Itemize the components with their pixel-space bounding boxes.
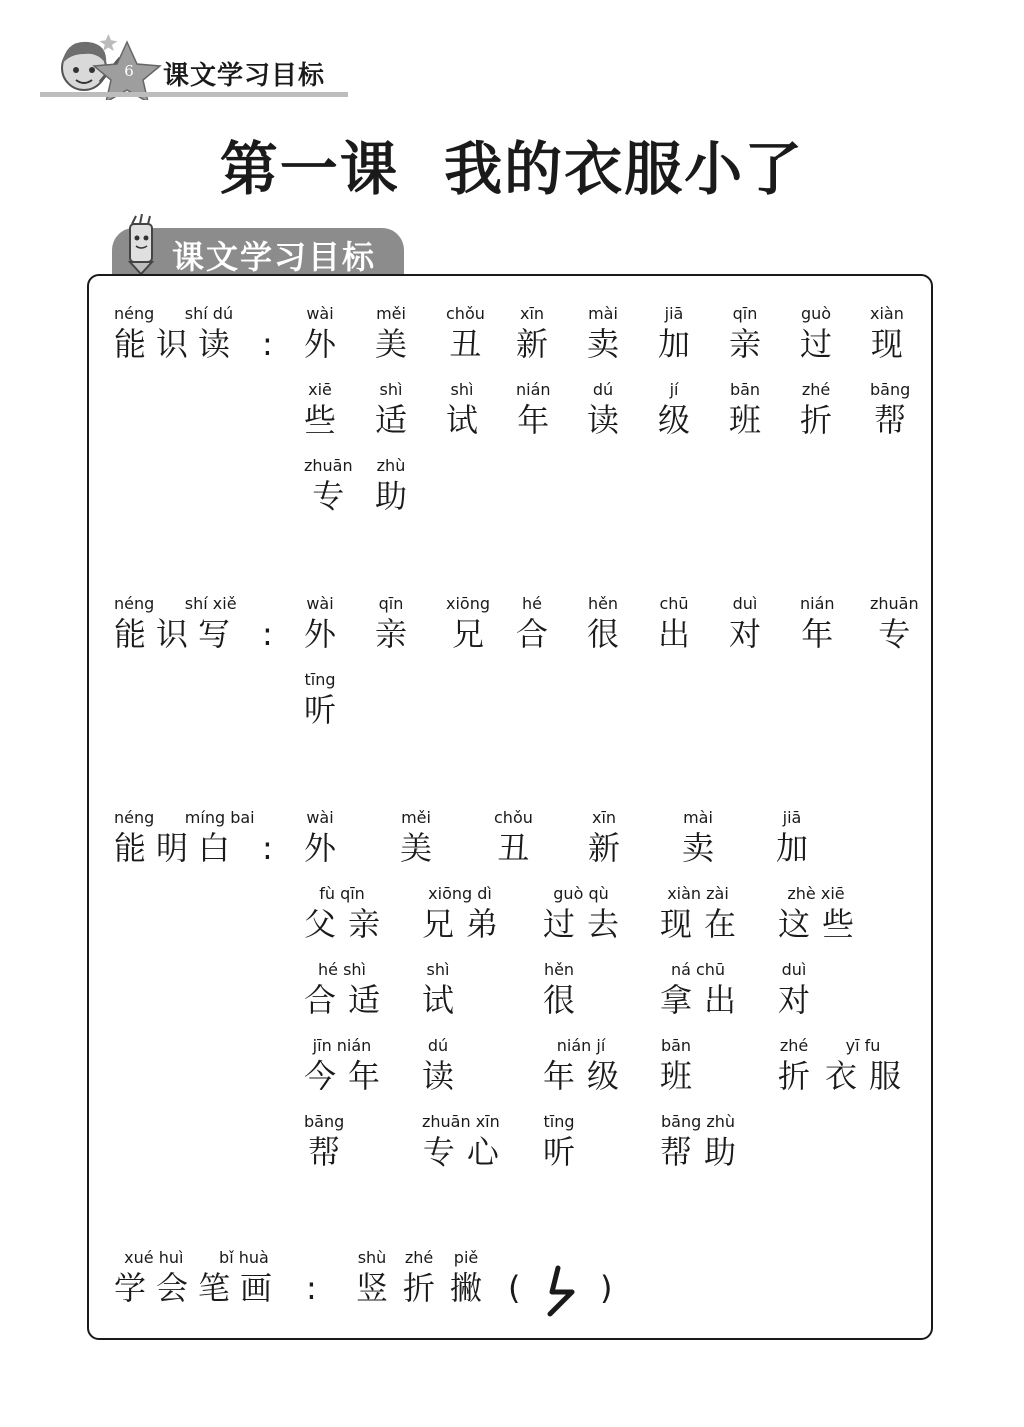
hanzi: 外 <box>304 615 349 653</box>
pinyin: qīn <box>732 304 758 323</box>
pinyin: xiōng <box>446 594 490 613</box>
pinyin: dú <box>427 1036 449 1055</box>
recognize-char <box>587 380 632 440</box>
write-label-pinyin: néng shí xiě <box>114 594 237 613</box>
write-char <box>446 594 496 654</box>
hanzi: 新 <box>588 829 633 867</box>
strokes-label-text: 学会笔画 <box>114 1269 283 1307</box>
recognize-label-pinyin: néng shí dú <box>114 304 234 323</box>
understand-label-text: 能明白 <box>114 829 241 867</box>
pinyin: nián <box>800 594 835 613</box>
stroke-name-char <box>403 1248 448 1308</box>
hanzi: 现在 <box>660 905 749 943</box>
strokes-label-pinyin: xué huì bǐ huà <box>114 1248 269 1267</box>
recognize-char <box>304 304 349 364</box>
recognize-label <box>114 304 241 364</box>
hanzi: 竖 <box>356 1269 401 1307</box>
understand-word <box>304 1112 353 1172</box>
pinyin: bāng <box>304 1112 345 1131</box>
write-char <box>516 594 561 654</box>
recognize-label-colon: : <box>262 325 273 363</box>
recognize-char <box>516 304 561 364</box>
pinyin: xīn <box>519 304 545 323</box>
understand-word <box>304 808 349 868</box>
pinyin: bāng zhù <box>660 1112 736 1131</box>
shu-zhe-pie-stroke-icon <box>536 1262 592 1318</box>
understand-word <box>776 808 821 868</box>
hanzi: 很 <box>587 615 632 653</box>
pinyin: zhé <box>801 380 831 399</box>
recognize-char <box>375 380 420 440</box>
pinyin: nián jí <box>556 1036 606 1055</box>
pinyin: bān <box>729 380 761 399</box>
pinyin: hěn <box>587 594 619 613</box>
write-char <box>375 594 420 654</box>
pinyin: jiā <box>782 808 802 827</box>
understand-word <box>778 960 823 1020</box>
pinyin: zhuān <box>870 594 919 613</box>
write-char <box>800 594 846 654</box>
pinyin: hé <box>522 594 542 613</box>
hanzi: 专 <box>878 615 923 653</box>
understand-word <box>422 884 511 944</box>
pinyin: wài <box>306 594 334 613</box>
lesson-title: 第一课 我的衣服小了 <box>219 135 805 203</box>
pinyin: hěn <box>543 960 575 979</box>
pinyin: chǒu <box>494 808 533 827</box>
understand-word <box>660 960 749 1020</box>
hanzi: 现 <box>870 325 915 363</box>
hanzi: 对 <box>729 615 774 653</box>
hanzi: 班 <box>660 1057 705 1095</box>
recognize-char <box>375 304 420 364</box>
pinyin: duì <box>732 594 758 613</box>
write-char <box>304 594 349 654</box>
hanzi: 合 <box>516 615 561 653</box>
recognize-char <box>304 456 357 516</box>
hanzi: 些 <box>304 401 349 439</box>
pinyin: měi <box>401 808 431 827</box>
understand-word <box>778 1036 823 1096</box>
pinyin: nián <box>516 380 551 399</box>
hanzi: 父亲 <box>304 905 393 943</box>
pinyin: mài <box>683 808 713 827</box>
strokes-label <box>114 1248 283 1308</box>
pencil-mascot-icon <box>120 214 164 274</box>
hanzi: 折 <box>800 401 845 439</box>
understand-word <box>422 960 467 1020</box>
hanzi: 听 <box>543 1133 588 1171</box>
write-label <box>114 594 241 654</box>
recognize-char <box>800 380 845 440</box>
recognize-char <box>870 380 919 440</box>
recognize-char <box>587 304 632 364</box>
hanzi: 卖 <box>682 829 727 867</box>
hanzi: 丑 <box>449 325 494 363</box>
hanzi: 级 <box>658 401 703 439</box>
pinyin: chǒu <box>446 304 485 323</box>
recognize-char <box>658 380 703 440</box>
pinyin: zhé <box>779 1036 809 1055</box>
pinyin: dú <box>592 380 614 399</box>
write-char <box>304 670 349 730</box>
hanzi: 加 <box>658 325 703 363</box>
hanzi: 过 <box>800 325 845 363</box>
pinyin: jí <box>669 380 679 399</box>
understand-word <box>682 808 727 868</box>
understand-word <box>543 884 632 944</box>
hanzi: 折 <box>403 1269 448 1307</box>
understand-word <box>400 808 445 868</box>
recognize-char <box>304 380 349 440</box>
pinyin: zhuān xīn <box>422 1112 500 1131</box>
understand-word <box>660 1112 749 1172</box>
understand-word <box>588 808 633 868</box>
hanzi: 年 <box>801 615 846 653</box>
recognize-char <box>870 304 915 364</box>
header-title: 课文学习目标 <box>163 61 326 91</box>
hanzi: 卖 <box>587 325 632 363</box>
understand-word <box>304 960 393 1020</box>
recognize-char <box>800 304 845 364</box>
hanzi: 这些 <box>778 905 867 943</box>
hanzi: 出 <box>658 615 703 653</box>
recognize-char <box>729 380 774 440</box>
hanzi: 读 <box>587 401 632 439</box>
stroke-name-char <box>356 1248 401 1308</box>
write-char <box>729 594 774 654</box>
pinyin: piě <box>453 1248 479 1267</box>
understand-label-colon: : <box>262 829 273 867</box>
pinyin: guò <box>800 304 832 323</box>
hanzi: 美 <box>400 829 445 867</box>
hanzi: 亲 <box>375 615 420 653</box>
pinyin: tīng <box>304 670 336 689</box>
pinyin: xīn <box>591 808 617 827</box>
understand-word <box>543 1036 632 1096</box>
hanzi: 兄 <box>451 615 496 653</box>
write-char <box>870 594 923 654</box>
understand-word <box>543 960 588 1020</box>
hanzi: 兄弟 <box>422 905 511 943</box>
recognize-char <box>375 456 420 516</box>
pinyin: xiàn zài <box>667 884 729 903</box>
hanzi: 加 <box>776 829 821 867</box>
page-number: 6 <box>124 62 134 80</box>
pinyin: wài <box>306 808 334 827</box>
pinyin: duì <box>781 960 807 979</box>
pinyin: zhuān <box>304 456 353 475</box>
recognize-char <box>658 304 703 364</box>
recognize-char <box>516 380 562 440</box>
hanzi: 试 <box>446 401 491 439</box>
hanzi: 美 <box>375 325 420 363</box>
hanzi: 折 <box>778 1057 823 1095</box>
understand-word <box>304 1036 393 1096</box>
pinyin: xiōng dì <box>428 884 492 903</box>
pinyin: qīn <box>378 594 404 613</box>
understand-word <box>422 1112 511 1172</box>
section-tab-label: 课文学习目标 <box>172 238 377 276</box>
understand-label-pinyin: néng míng bai <box>114 808 255 827</box>
hanzi: 班 <box>729 401 774 439</box>
pinyin: yī fu <box>845 1036 881 1055</box>
understand-word <box>422 1036 467 1096</box>
pinyin: bān <box>660 1036 692 1055</box>
pinyin: jiā <box>664 304 684 323</box>
header-underline <box>40 92 348 97</box>
hanzi: 年 <box>517 401 562 439</box>
pinyin: chū <box>659 594 689 613</box>
pinyin: hé shì <box>318 960 366 979</box>
pinyin: zhù <box>376 456 406 475</box>
understand-word <box>660 1036 705 1096</box>
write-char <box>587 594 632 654</box>
write-label-text: 能识写 <box>114 615 241 653</box>
pinyin: xiē <box>308 380 332 399</box>
pinyin: xiàn <box>870 304 904 323</box>
pinyin: wài <box>306 304 334 323</box>
paren-open: ( <box>508 1269 521 1307</box>
pinyin: zhé <box>404 1248 434 1267</box>
hanzi: 试 <box>422 981 467 1019</box>
understand-word <box>778 884 867 944</box>
understand-word <box>825 1036 914 1096</box>
recognize-char <box>446 304 494 364</box>
understand-word <box>660 884 749 944</box>
recognize-char <box>729 304 774 364</box>
pinyin: mài <box>588 304 618 323</box>
hanzi: 读 <box>422 1057 467 1095</box>
pinyin: fù qīn <box>319 884 365 903</box>
paren-close: ) <box>600 1269 613 1307</box>
hanzi: 外 <box>304 829 349 867</box>
pinyin: tīng <box>543 1112 575 1131</box>
hanzi: 合适 <box>304 981 393 1019</box>
pinyin: shì <box>379 380 403 399</box>
hanzi: 新 <box>516 325 561 363</box>
strokes-label-colon: : <box>306 1269 317 1307</box>
hanzi: 拿出 <box>660 981 749 1019</box>
pinyin: bāng <box>870 380 911 399</box>
hanzi: 过去 <box>543 905 632 943</box>
pinyin: guò qù <box>553 884 609 903</box>
stroke-name-char <box>450 1248 495 1308</box>
hanzi: 亲 <box>729 325 774 363</box>
hanzi: 今年 <box>304 1057 393 1095</box>
hanzi: 对 <box>778 981 823 1019</box>
hanzi: 撇 <box>450 1269 495 1307</box>
pinyin: zhè xiē <box>787 884 845 903</box>
recognize-char <box>446 380 491 440</box>
hanzi: 帮助 <box>660 1133 749 1171</box>
understand-word <box>543 1112 588 1172</box>
pinyin: shì <box>450 380 474 399</box>
understand-label <box>114 808 255 868</box>
write-label-colon: : <box>262 615 273 653</box>
hanzi: 听 <box>304 691 349 729</box>
understand-word <box>304 884 393 944</box>
hanzi: 丑 <box>497 829 542 867</box>
recognize-label-text: 能识读 <box>114 325 241 363</box>
hanzi: 外 <box>304 325 349 363</box>
hanzi: 年级 <box>543 1057 632 1095</box>
hanzi: 助 <box>375 477 420 515</box>
pinyin: ná chū <box>670 960 726 979</box>
pinyin: měi <box>376 304 406 323</box>
understand-word <box>494 808 542 868</box>
hanzi: 专 <box>312 477 357 515</box>
hanzi: 帮 <box>308 1133 353 1171</box>
pinyin: jīn nián <box>312 1036 372 1055</box>
hanzi: 专心 <box>422 1133 511 1171</box>
hanzi: 衣服 <box>825 1057 914 1095</box>
hanzi: 适 <box>375 401 420 439</box>
hanzi: 很 <box>543 981 588 1019</box>
write-char <box>658 594 703 654</box>
pinyin: shì <box>426 960 450 979</box>
hanzi: 帮 <box>874 401 919 439</box>
pinyin: shù <box>357 1248 387 1267</box>
